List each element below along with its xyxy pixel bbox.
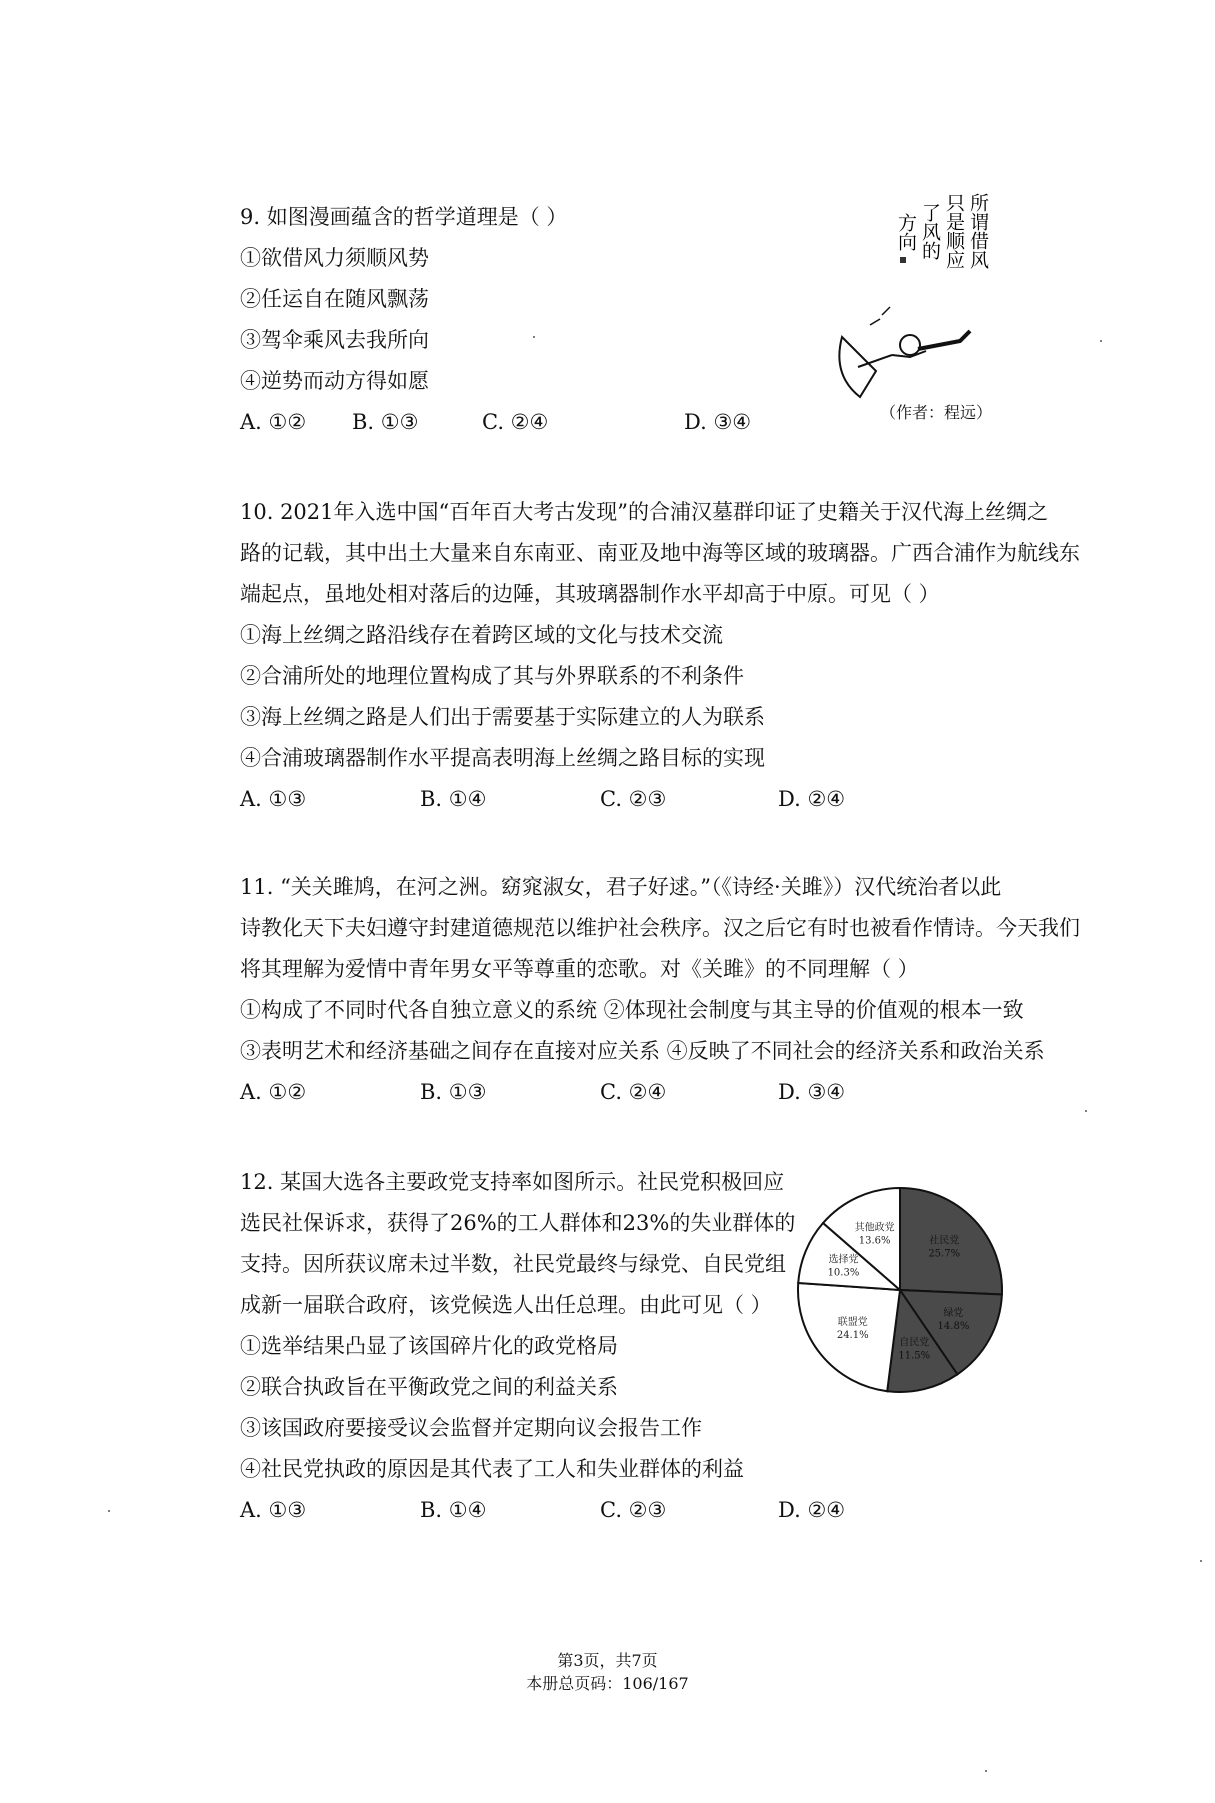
pie-label-union-value: 24.1%: [836, 1329, 869, 1341]
statement-1: ①欲借风力须顺风势: [240, 246, 429, 270]
statement-2: ②任运自在随风飘荡: [240, 287, 429, 311]
statement-row-1: ①构成了不同时代各自独立意义的系统 ②体现社会制度与其主导的价值观的根本一致: [240, 998, 1024, 1022]
statement-2: ②联合执政旨在平衡政党之间的利益关系: [240, 1375, 618, 1399]
answer-options: [240, 779, 1060, 820]
total-page-number: 本册总页码：106/167: [526, 1674, 689, 1693]
question-stem-line-1: 12. 某国大选各主要政党支持率如图所示。社民党积极回应: [240, 1170, 785, 1194]
scan-speck: [1200, 1560, 1202, 1562]
pie-label-green-value: 14.8%: [937, 1320, 970, 1332]
statement-2: ②合浦所处的地理位置构成了其与外界联系的不利条件: [240, 664, 744, 688]
person-head: [900, 335, 920, 355]
option-a[interactable]: A. ①③: [240, 787, 307, 811]
option-c[interactable]: C. ②④: [482, 410, 549, 434]
cartoon-drawing: [830, 175, 1000, 430]
page-number: 第3页，共7页: [557, 1651, 658, 1670]
cartoon-caption: （作者：程远）: [880, 403, 993, 422]
answer-options: [240, 1072, 1060, 1113]
umbrella-icon: [839, 337, 876, 397]
question-stem-line-3: 支持。因所获议席未过半数，社民党最终与绿党、自民党组: [240, 1252, 786, 1276]
statement-3: ③驾伞乘风去我所向: [240, 328, 429, 352]
question-stem-line-1: 10. 2021年入选中国“百年百大考古发现”的合浦汉墓群印证了史籍关于汉代海上丝绸之: [240, 500, 1048, 524]
statement-3: ③海上丝绸之路是人们出于需要基于实际建立的人为联系: [240, 705, 765, 729]
cartoon-illustration: [830, 175, 1000, 430]
pie-label-spd-name: 社民党: [929, 1235, 960, 1247]
question-stem: 9. 如图漫画蕴含的哲学道理是（ ）: [240, 205, 568, 229]
answer-options: [240, 1490, 1060, 1531]
question-stem-line-1: 11. “关关雎鸠，在河之洲。窈窕淑女，君子好逑。”（《诗经·关雎》）汉代统治者以此: [240, 875, 1002, 899]
question-stem-line-2: 选民社保诉求，获得了26%的工人群体和23%的失业群体的: [240, 1211, 796, 1235]
scan-speck: [533, 336, 535, 338]
statement-1: ①海上丝绸之路沿线存在着跨区域的文化与技术交流: [240, 623, 723, 647]
question-10: [240, 492, 1080, 820]
question-stem-line-2: 诗教化天下夫妇遵守封建道德规范以维护社会秩序。汉之后它有时也被看作情诗。今天我们: [240, 916, 1080, 940]
option-c[interactable]: C. ②④: [600, 1080, 667, 1104]
option-d[interactable]: D. ③④: [778, 1080, 846, 1104]
scan-speck: [108, 1510, 110, 1512]
option-b[interactable]: B. ①④: [420, 1498, 487, 1522]
cartoon-text-3: 了风的: [919, 203, 941, 260]
statement-1: ①选举结果凸显了该国碎片化的政党格局: [240, 1334, 618, 1358]
pie-chart-svg: [790, 1180, 1010, 1400]
option-a[interactable]: A. ①②: [240, 1080, 307, 1104]
scan-speck: [985, 1770, 987, 1772]
pie-label-fdp-value: 11.5%: [898, 1350, 931, 1362]
option-d[interactable]: D. ②④: [778, 787, 846, 811]
option-d[interactable]: D. ③④: [684, 410, 752, 434]
statement-4: ④社民党执政的原因是其代表了工人和失业群体的利益: [240, 1457, 744, 1481]
cartoon-text-1: 所谓借风: [967, 193, 989, 269]
pie-label-spd-value: 25.7%: [928, 1248, 961, 1260]
cartoon-text-2: 只是顺应: [943, 193, 965, 269]
statement-3: ③该国政府要接受议会监督并定期向议会报告工作: [240, 1416, 702, 1440]
scan-speck: [1100, 340, 1102, 342]
option-c[interactable]: C. ②③: [600, 787, 667, 811]
option-a[interactable]: A. ①②: [240, 410, 307, 434]
pie-label-other-name: 其他政党: [854, 1222, 895, 1234]
pie-label-fdp-name: 自民党: [899, 1337, 930, 1349]
question-stem-line-3: 将其理解为爱情中青年男女平等尊重的恋歌。对《关雎》的不同理解（ ）: [240, 957, 919, 981]
seal-mark: [900, 257, 906, 263]
option-c[interactable]: C. ②③: [600, 1498, 667, 1522]
option-b[interactable]: B. ①④: [420, 787, 487, 811]
question-stem-line-2: 路的记载，其中出土大量来自东南亚、南亚及地中海等区域的玻璃器。广西合浦作为航线东: [240, 541, 1080, 565]
question-stem-line-3: 端起点，虽地处相对落后的边陲，其玻璃器制作水平却高于中原。可见（ ）: [240, 582, 940, 606]
cartoon-text-4: 方向: [895, 213, 917, 251]
option-d[interactable]: D. ②④: [778, 1498, 846, 1522]
pie-label-other-value: 13.6%: [858, 1235, 891, 1247]
statement-4: ④逆势而动方得如愿: [240, 369, 429, 393]
statement-4: ④合浦玻璃器制作水平提高表明海上丝绸之路目标的实现: [240, 746, 765, 770]
scan-speck: [1085, 1110, 1087, 1112]
option-b[interactable]: B. ①③: [352, 410, 419, 434]
question-stem-line-4: 成新一届联合政府，该党候选人出任总理。由此可见（ ）: [240, 1293, 772, 1317]
pie-label-alt-value: 10.3%: [827, 1267, 860, 1279]
pie-label-alt-name: 选择党: [828, 1254, 859, 1266]
pie-label-union-name: 联盟党: [837, 1316, 868, 1328]
option-b[interactable]: B. ①③: [420, 1080, 487, 1104]
party-support-pie-chart: [790, 1180, 1010, 1400]
pie-label-green-name: 绿党: [943, 1307, 964, 1319]
option-a[interactable]: A. ①③: [240, 1498, 307, 1522]
statement-row-2: ③表明艺术和经济基础之间存在直接对应关系 ④反映了不同社会的经济关系和政治关系: [240, 1039, 1045, 1063]
person-body: [918, 331, 970, 349]
question-11: [240, 867, 1080, 1113]
